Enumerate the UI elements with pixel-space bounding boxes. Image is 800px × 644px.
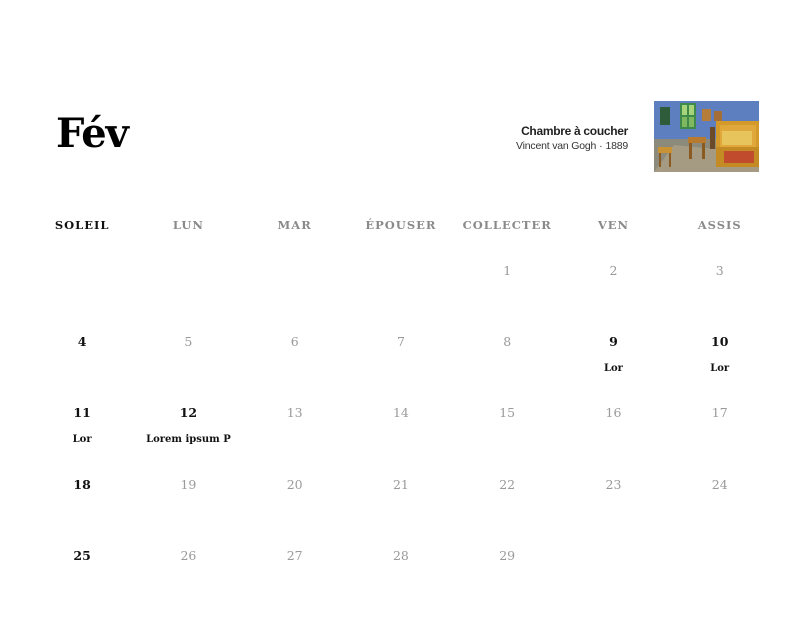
day-number: 14: [392, 405, 409, 421]
calendar-day-cell[interactable]: [242, 402, 348, 473]
calendar-day-cell[interactable]: [667, 260, 773, 331]
calendar-day-cell[interactable]: [560, 474, 666, 545]
artwork-artist: Vincent van Gogh: [516, 140, 597, 152]
day-event-label[interactable]: Lor: [72, 434, 92, 446]
calendar-day-cell[interactable]: [348, 331, 454, 402]
day-number: 26: [180, 547, 197, 563]
day-number: [29, 260, 135, 282]
calendar-day-cell[interactable]: [29, 545, 135, 616]
day-event-label[interactable]: Lorem ipsum P: [146, 434, 231, 446]
day-number: [135, 260, 241, 282]
calendar-day-cell[interactable]: [135, 402, 241, 473]
calendar-week-row: [29, 260, 773, 331]
day-number: [348, 260, 454, 282]
calendar-day-cell[interactable]: [242, 474, 348, 545]
calendar-day-cell[interactable]: [29, 331, 135, 402]
calendar-day-cell[interactable]: [667, 402, 773, 473]
day-number: 5: [184, 334, 193, 350]
calendar-day-cell[interactable]: [348, 402, 454, 473]
weekday-sat: ASSIS: [697, 218, 742, 232]
calendar-day-cell[interactable]: [560, 260, 666, 331]
calendar-day-cell[interactable]: [667, 474, 773, 545]
calendar-day-cell[interactable]: [242, 331, 348, 402]
day-number: 25: [73, 547, 91, 563]
calendar-week-row: [29, 331, 773, 402]
weekday-wed: ÉPOUSER: [365, 218, 437, 232]
day-number: [242, 260, 348, 282]
day-number: 6: [290, 334, 299, 350]
bedroom-painting-thumbnail: [654, 101, 759, 172]
day-number: 21: [392, 476, 409, 492]
day-number: [667, 545, 773, 567]
calendar-empty-cell: [560, 545, 666, 616]
day-number: 9: [609, 334, 618, 350]
calendar-week-row: [29, 474, 773, 545]
calendar-day-cell[interactable]: [560, 402, 666, 473]
calendar-day-cell[interactable]: [348, 545, 454, 616]
calendar-week-row: [29, 402, 773, 473]
calendar-grid: [29, 218, 773, 616]
calendar-empty-cell: [242, 260, 348, 331]
weekday-tue: MAR: [277, 218, 312, 232]
day-number: 27: [286, 547, 303, 563]
day-number: 3: [715, 263, 724, 278]
calendar-day-cell[interactable]: [29, 402, 135, 473]
calendar-empty-cell: [135, 260, 241, 331]
calendar-week-row: [29, 545, 773, 616]
calendar-day-cell[interactable]: [454, 474, 560, 545]
weekday-header: [29, 218, 773, 238]
day-event-label[interactable]: Lor: [603, 363, 623, 375]
day-number: 8: [503, 334, 512, 350]
calendar-empty-cell: [29, 260, 135, 331]
day-number: 7: [396, 334, 405, 350]
calendar-day-cell[interactable]: [242, 545, 348, 616]
day-number: 15: [499, 405, 516, 421]
calendar-day-cell[interactable]: [667, 331, 773, 402]
artwork-year: 1889: [605, 140, 628, 152]
day-number: 2: [609, 263, 618, 278]
calendar-day-cell[interactable]: [454, 402, 560, 473]
artwork-caption: [516, 124, 628, 152]
calendar-day-cell[interactable]: [135, 331, 241, 402]
calendar-day-cell[interactable]: [135, 474, 241, 545]
calendar-weeks: [29, 260, 773, 616]
calendar-empty-cell: [348, 260, 454, 331]
day-number: 24: [711, 476, 728, 492]
day-number: 4: [77, 334, 87, 350]
artwork-title: Chambre à coucher: [521, 124, 628, 138]
day-event-label[interactable]: Lor: [710, 363, 730, 375]
calendar-day-cell[interactable]: [348, 474, 454, 545]
day-number: 12: [179, 405, 198, 421]
day-number: 13: [286, 405, 303, 421]
day-number: 16: [605, 405, 622, 421]
weekday-thu: COLLECTER: [462, 218, 552, 232]
day-number: 17: [711, 405, 728, 421]
day-number: 10: [711, 334, 729, 350]
calendar-day-cell[interactable]: [29, 474, 135, 545]
weekday-sun: SOLEIL: [54, 218, 110, 232]
calendar-day-cell[interactable]: [454, 331, 560, 402]
day-number: 22: [499, 476, 516, 492]
day-number: 20: [286, 476, 303, 492]
calendar-empty-cell: [667, 545, 773, 616]
calendar-day-cell[interactable]: [454, 260, 560, 331]
calendar-day-cell[interactable]: [560, 331, 666, 402]
day-number: 23: [605, 476, 622, 492]
day-number: 29: [499, 547, 516, 563]
weekday-fri: VEN: [597, 218, 630, 232]
day-number: 19: [180, 476, 197, 492]
month-title: Fév: [56, 110, 128, 157]
day-number: 18: [73, 476, 91, 492]
day-number: [560, 545, 666, 567]
calendar-day-cell[interactable]: [135, 545, 241, 616]
artwork-separator: ·: [599, 140, 603, 152]
artwork-credit: [516, 140, 628, 152]
calendar-day-cell[interactable]: [454, 545, 560, 616]
weekday-mon: LUN: [172, 218, 204, 232]
day-number: 28: [392, 547, 409, 563]
day-number: 11: [73, 405, 91, 421]
painting-icon: [654, 101, 759, 172]
day-number: 1: [503, 263, 512, 278]
